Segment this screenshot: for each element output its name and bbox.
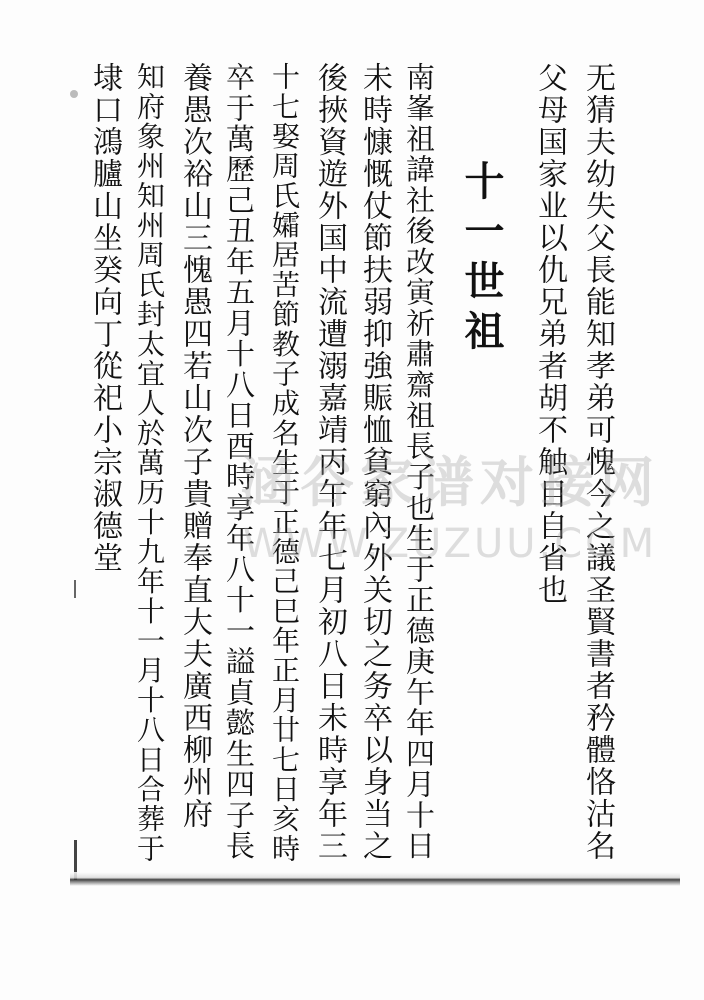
page-edge-mark [74,580,76,598]
text-column-9: 知府象州知州周氏封太宜人於萬历十九年十一月十八日合葬于 [133,62,166,864]
text-column-3: 南峯祖諱社後改寅祈肅齋祖長子也生于正德庚午年四月十日 [402,62,436,862]
ink-speck [70,90,78,98]
text-column-5: 後挾資遊外国中流遭溺嘉靖丙午年七月初八日未時享年三 [312,62,347,862]
watermark-cn: 涵谷家谱对接网 [240,451,660,514]
text-column-10: 埭口鴻臚山坐癸向丁從祀小宗淑德堂 [87,62,122,574]
text-column-8: 養愚次裕山三愧愚四若山次子貴贈奉直大夫廣西柳州府 [177,62,212,830]
watermark-en: WWW.ZUZUU.COM [242,521,658,567]
generation-heading: 十一世祖 [458,160,505,360]
text-column-2: 父母国家业以仇兄弟者胡不触目自省也 [532,62,567,606]
text-column-1: 无猜夫幼失父長能知孝弟可愧今之議圣賢書者矜體恪沽名 [580,62,615,862]
text-column-6: 十七娶周氏孀居苦節教子成名生于正德己巳年正月廿七日亥時 [268,62,301,864]
watermark [190,440,704,567]
page-bottom-edge [70,872,680,886]
text-column-4: 未時慷慨仗節扶弱抑強賑恤貧窮內外关切之务卒以身当之 [357,62,392,862]
text-column-7: 卒于萬歷己丑年五月十八日酉時享年八十一謚貞懿生四子長 [222,62,256,862]
